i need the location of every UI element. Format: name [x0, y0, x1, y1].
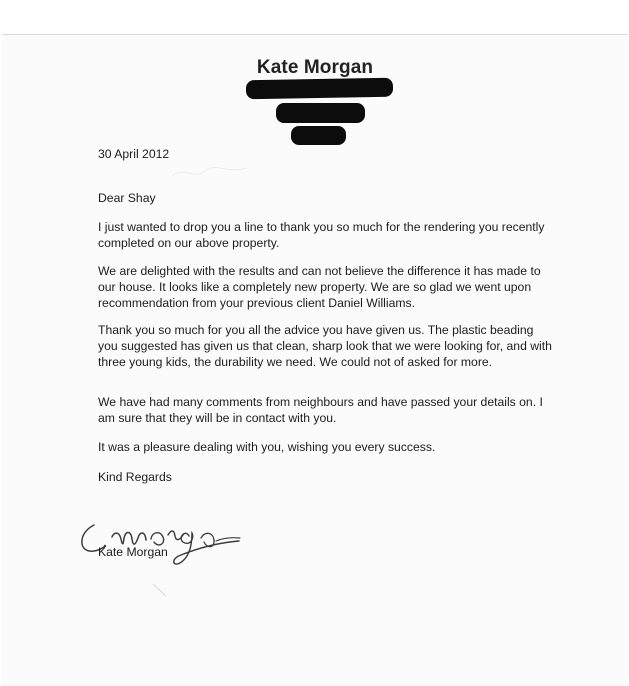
letter-paragraph: It was a pleasure dealing with you, wishing you every success. — [98, 440, 436, 454]
redacted-address-line-2 — [276, 103, 365, 123]
letter-paragraph: We are delighted with the results and can not believe the difference it has made to our house. It looks like a completely new property. We are so glad we went upon recommendation from your previous client Daniel Williams. — [98, 264, 541, 310]
letter-paragraph: I just wanted to drop you a line to thank you so much for the rendering you recently completed on our above property. — [98, 220, 545, 250]
letter-date: 30 April 2012 — [98, 147, 170, 161]
redacted-address-line-1 — [246, 78, 393, 100]
letter-paragraph: We have had many comments from neighbours and have passed your details on. I am sure that they will be in contact with you. — [98, 395, 543, 425]
scan-top-margin — [0, 0, 629, 34]
letter-closing: Kind Regards — [98, 470, 172, 484]
letter-salutation: Dear Shay — [98, 191, 156, 205]
redacted-address-line-3 — [291, 126, 346, 145]
faint-pen-mark — [151, 582, 169, 598]
signed-name: Kate Morgan — [98, 545, 168, 559]
letterhead-name: Kate Morgan — [256, 57, 374, 78]
faint-scan-artifact — [170, 162, 250, 184]
letter-paragraph: Thank you so much for you all the advice you have given us. The plastic beading you suggested has given us that clean, sharp look that we were looking for, and with three young kids, the durability we need. We could not of asked for more. — [98, 323, 552, 369]
